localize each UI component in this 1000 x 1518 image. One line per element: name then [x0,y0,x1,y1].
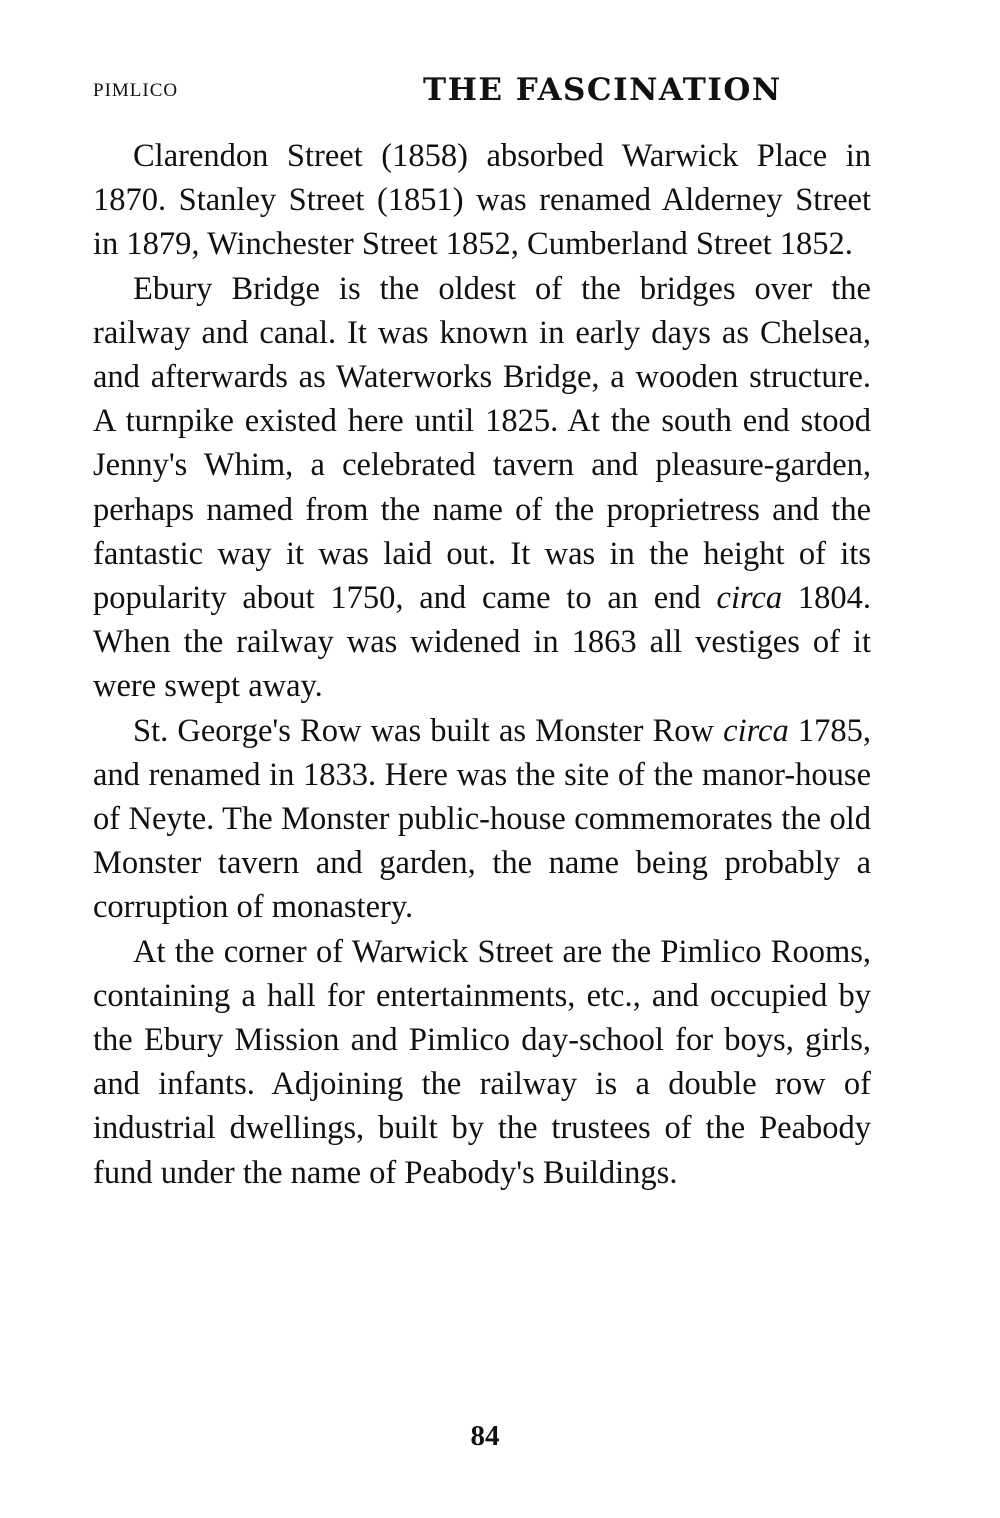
text-segment: St. George's Row was built as Monster Row [133,712,724,749]
running-head-section: PIMLICO [93,80,179,101]
text-segment: Clarendon Street (1858) absorbed Warwick Place in 1870. Stanley Street (1851) was renamed Alderney Street in 1879, Winchester Street 1852, Cumberland Street 1852. [93,138,871,263]
paragraph [93,134,871,267]
italic-text-segment: circa [723,712,789,749]
page-number: 84 [470,1420,500,1452]
text-segment: 1804. When the railway was widened in 1863 all vestiges of it were swept away. [93,580,871,705]
running-header [93,72,873,112]
paragraph [93,267,871,709]
paragraph [93,709,871,930]
text-segment: 1785, and renamed in 1833. Here was the site of the manor-house of Neyte. The Monster public-house commemorates the old Monster tavern and garden, the name being probably a corruption of monastery. [93,712,871,926]
body-text [93,134,871,1195]
text-segment: Ebury Bridge is the oldest of the bridges over the railway and canal. It was known in early days as Chelsea, and afterwards as Waterworks Bridge, a wooden structure. A turnpike existed here until 1825. At the south end stood Jenny's Whim, a celebrated tavern and pleasure-garden, perhaps named from the name of the proprietress and the fantastic way it was laid out. It was in the height of its popularity about 1750, and came to an end [93,270,871,617]
running-head-title: THE FASCINATION [423,72,782,108]
paragraph [93,930,871,1195]
italic-text-segment: circa [716,580,783,617]
text-segment: At the corner of Warwick Street are the Pimlico Rooms, containing a hall for entertainments, etc., and occupied by the Ebury Mission and Pimlico day-school for boys, girls, and infants. Adjoining the railway is a double row of industrial dwellings, built by the trustees of the Peabody fund under the name of Peabody's Buildings. [93,933,871,1191]
